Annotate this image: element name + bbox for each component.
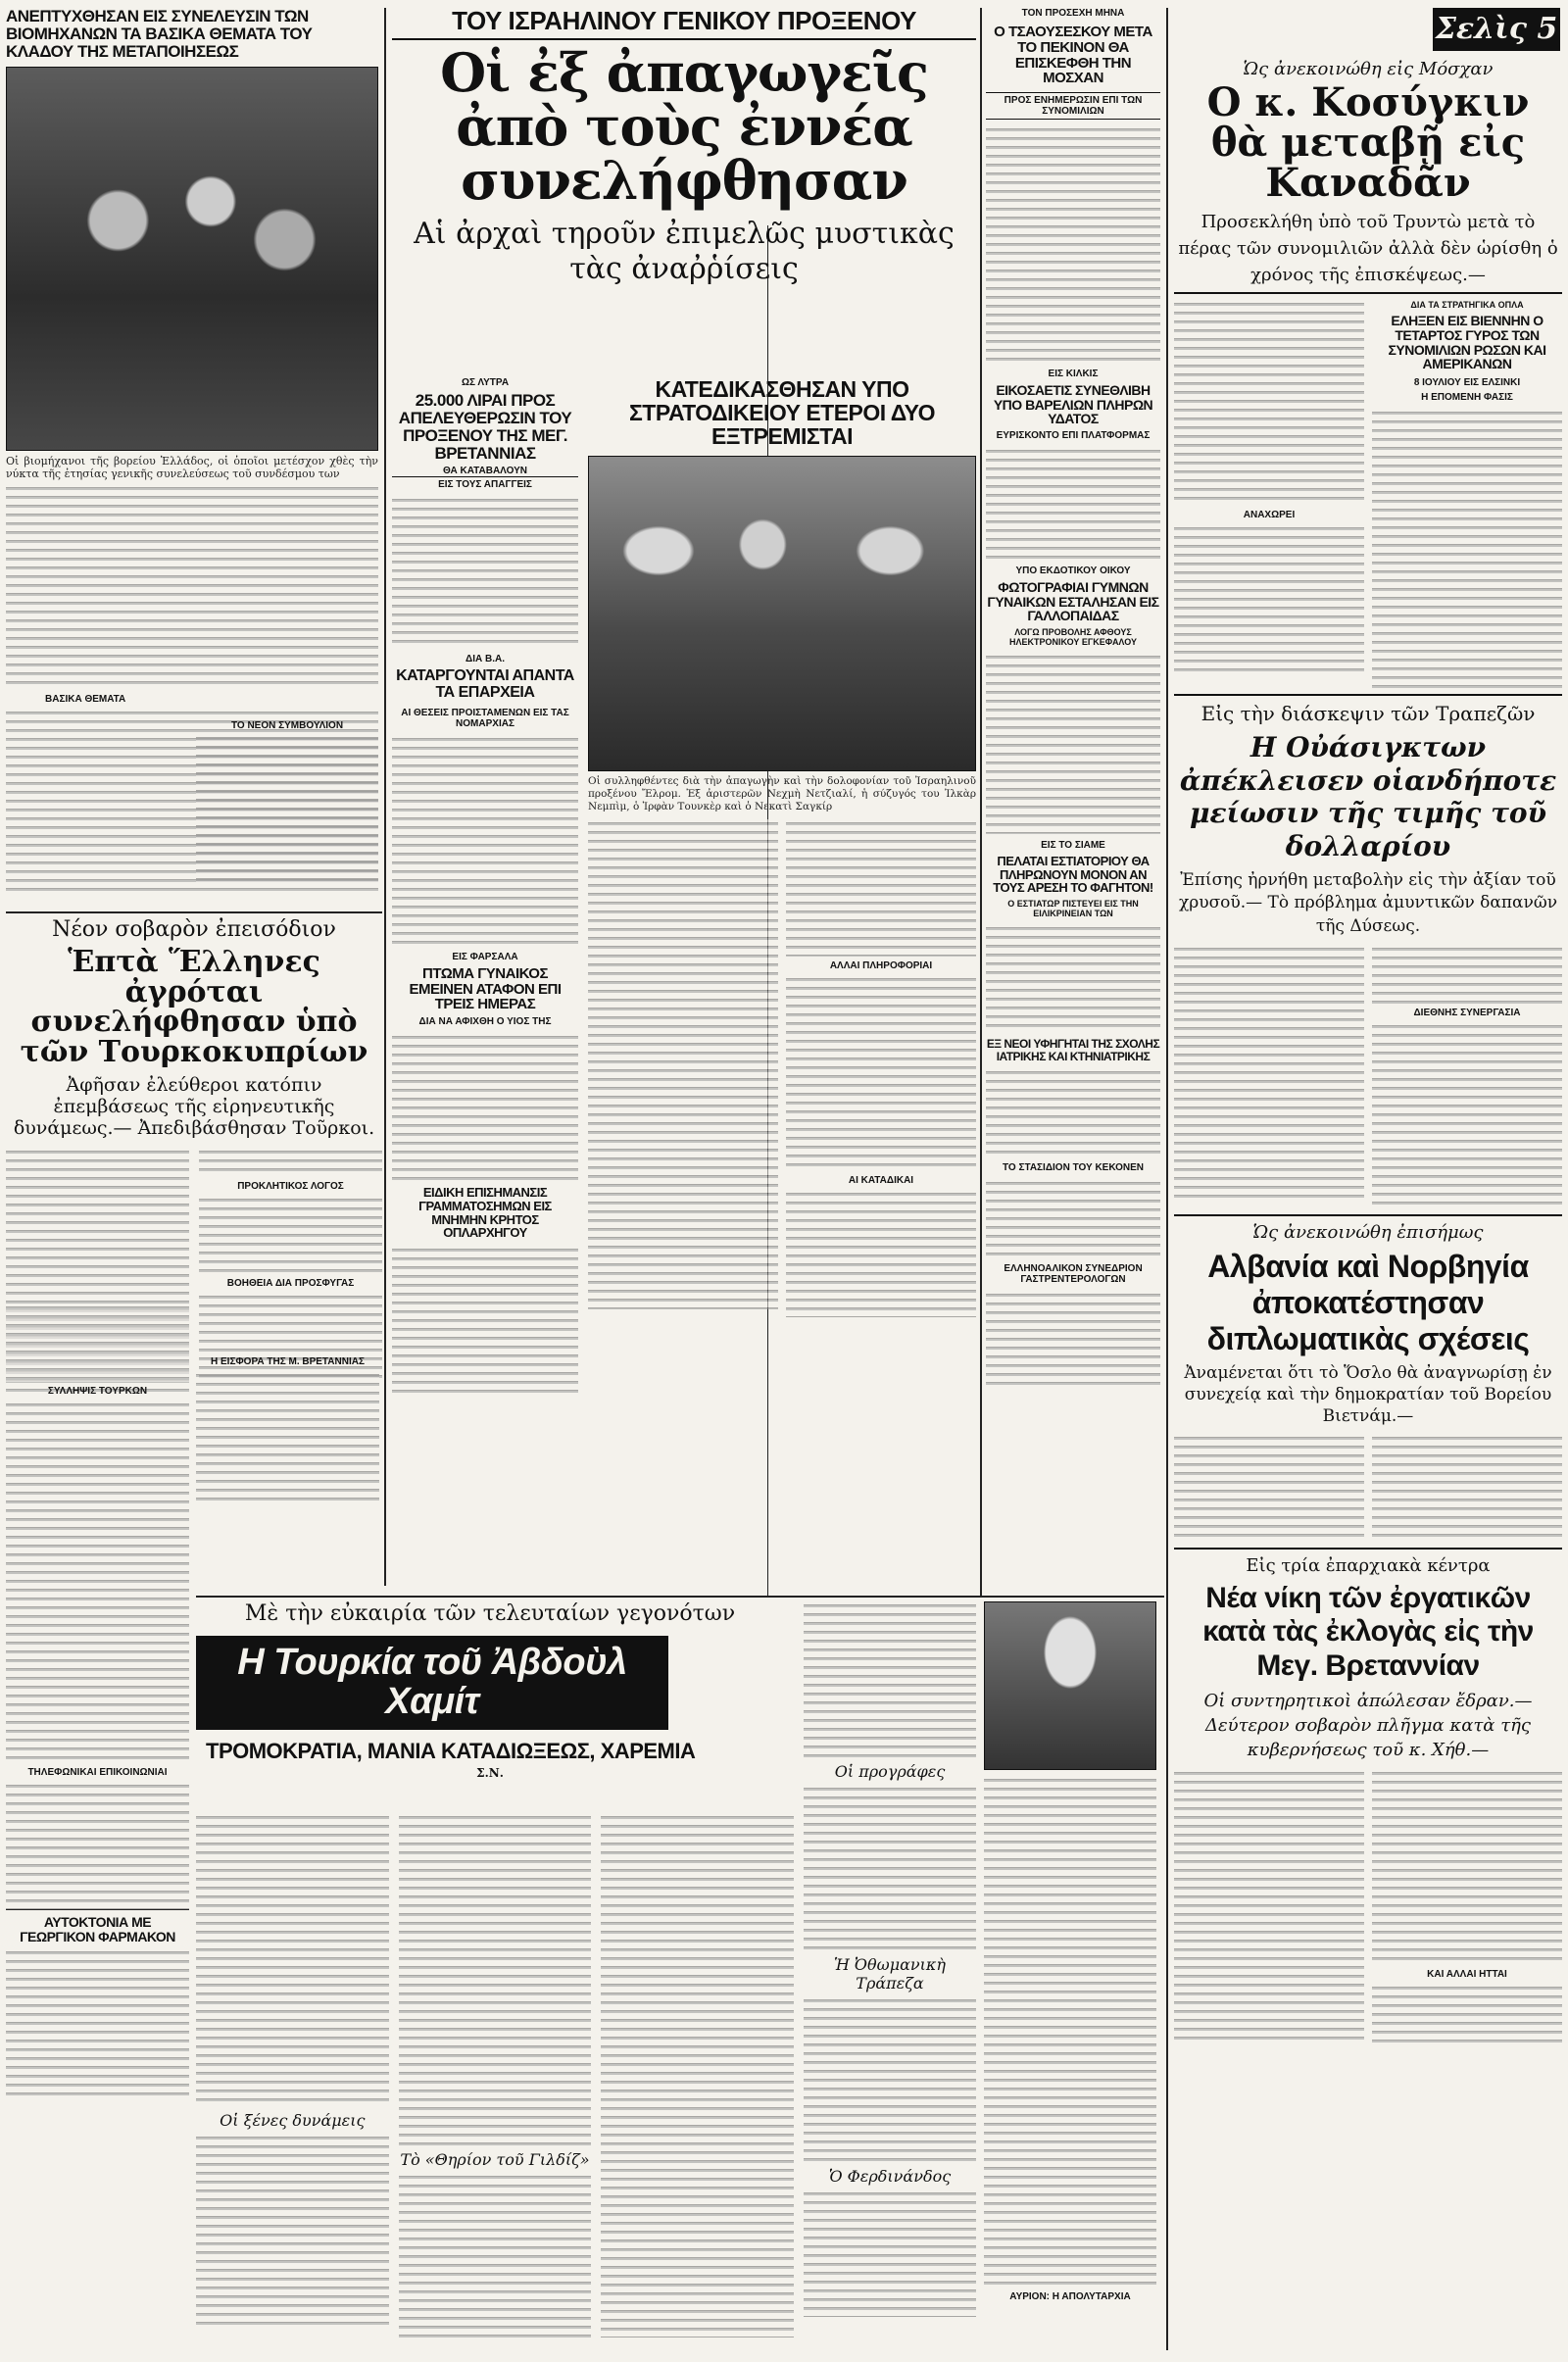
col1-subhead-new-council: ΤΟ ΝΕΟΝ ΣΥΜΒΟΥΛΙΟΝ xyxy=(230,720,344,731)
suspects-photo xyxy=(588,456,976,771)
subhead-anaxorei: ΑΝΑΧΩΡΕΙ xyxy=(1243,510,1296,521)
bd-sub: ΑΙ ΘΕΣΕΙΣ ΠΡΟΙΣΤΑΜΕΝΩΝ ΕΙΣ ΤΑΣ ΝΟΜΑΡΧΙΑΣ xyxy=(401,707,569,729)
siam-label: ΕΙΣ ΤΟ ΣΙΑΜΕ xyxy=(1041,840,1105,852)
subhead-refugee-aid: ΒΟΗΘΕΙΑ ΔΙΑ ΠΡΟΣΦΥΓΑΣ xyxy=(226,1277,355,1289)
kilkis-sub: ΕΥΡΙΣΚΟΝΤΟ ΕΠΙ ΠΛΑΤΦΟΡΜΑΣ xyxy=(996,430,1151,442)
suspects-photo-caption: Οἱ συλληφθέντες διὰ τὴν ἀπαγωγὴν καὶ τὴν δολοφονίαν τοῦ Ἰσραηλινοῦ προξένου Ἔλρομ. Ἐξ ἀριστερῶν Νεχμὴ Νετζιαλί, ἡ σύζυγός του Ἰλκὰρ Νεμπὶμ, ὁ Ἰρφὰν Τουνκὲρ καὶ ὁ Νεκατὶ Σαγκίρ xyxy=(588,775,976,813)
feature-top-right xyxy=(804,1601,1156,2317)
salt-sub: 8 ΙΟΥΛΙΟΥ ΕΙΣ ΕΛΣΙΝΚΙ xyxy=(1413,377,1521,389)
ceausescu-kicker: ΤΟΝ ΠΡΟΣΕΧΗ ΜΗΝΑ xyxy=(1021,8,1125,19)
ransom-title: 25.000 ΛΙΡΑΙ ΠΡΟΣ ΑΠΕΛΕΥΘΕΡΩΣΙΝ ΤΟΥ ΠΡΟΞΕΝΟΥ ΤΗΣ ΜΕΓ. ΒΡΕΤΑΝΝΙΑΣ xyxy=(398,391,572,463)
feature-rule xyxy=(196,1596,1164,1598)
col1-headline: ΑΝΕΠΤΥΧΘΗΣΑΝ ΕΙΣ ΣΥΝΕΛΕΥΣΙΝ ΤΩΝ ΒΙΟΜΗΧΑΝΩΝ ΤΑ ΒΑΣΙΚΑ ΘΕΜΑΤΑ ΤΟΥ ΚΛΑΔΟΥ ΤΗΣ ΜΕΤΑΠΟΙΗΣΕΩΣ xyxy=(6,7,313,61)
section-tab: Σελὶς 5 xyxy=(1433,8,1560,51)
uk-headline: Νέα νίκη τῶν ἐργατικῶν κατὰ τὰς ἐκλογὰς εἰς τὴν Μεγ. Βρεταννίαν xyxy=(1202,1581,1534,1682)
subhead-arrest-turks: ΣΥΛΛΗΨΙΣ ΤΟΥΡΚΩΝ xyxy=(47,1386,148,1397)
israel-top-headline: ΤΟΥ ΙΣΡΑΗΛΙΝΟΥ ΓΕΝΙΚΟΥ ΠΡΟΞΕΝΟΥ xyxy=(392,8,976,40)
feature-section-bank: Ἡ Ὀθωμανικὴ Τράπεζα xyxy=(833,1955,947,1993)
abdul-hamid-photo xyxy=(984,1601,1156,1770)
uk-kicker: Εἰς τρία ἐπαρχιακὰ κέντρα xyxy=(1246,1554,1491,1576)
israel-sub-headline: Αἱ ἀρχαὶ τηροῦν ἐπιμελῶς μυστικὰς τὰς ἀναῤῥίσεις xyxy=(414,216,955,286)
subhead-other-defeats: ΚΑΙ ΑΛΛΑΙ ΗΤΤΑΙ xyxy=(1427,1968,1507,1980)
israel-article xyxy=(392,8,976,287)
siam-sub: Ο ΕΣΤΙΑΤΩΡ ΠΙΣΤΕΥΕΙ ΕΙΣ ΤΗΝ ΕΙΛΙΚΡΙΝΕΙΑΝ ΤΩΝ xyxy=(1007,899,1139,919)
crete-title: ΕΙΔΙΚΗ ΕΠΙΣΗΜΑΝΣΙΣ ΓΡΑΜΜΑΤΟΣΗΜΩΝ ΕΙΣ ΜΝΗΜΗΝ ΚΡΗΤΟΣ ΟΠΛΑΡΧΗΓΟΥ xyxy=(418,1185,552,1241)
kilkis-label: ΕΙΣ ΚΙΛΚΙΣ xyxy=(1048,369,1099,379)
divider xyxy=(6,1909,189,1910)
column-4 xyxy=(986,8,1160,1389)
farsala-label: ΕΙΣ ΦΑΡΣΑΛΑ xyxy=(452,951,518,962)
paris-title: ΦΩΤΟΓΡΑΦΙΑΙ ΓΥΜΝΩΝ ΓΥΝΑΙΚΩΝ ΕΣΤΑΛΗΣΑΝ ΕΙΣ ΓΑΛΛΟΠΑΙΔΑΣ xyxy=(987,579,1159,624)
ceausescu-title: Ο ΤΣΑΟΥΣΕΣΚΟΥ ΜΕΤΑ ΤΟ ΠΕΚΙΝΟΝ ΘΑ ΕΠΙΣΚΕΦΘΗ ΤΗΝ ΜΟΣΧΑΝ xyxy=(994,24,1152,87)
subhead-intl-coop: ΔΙΕΘΝΗΣ ΣΥΝΕΡΓΑΣΙΑ xyxy=(1413,1007,1521,1018)
ransom-sub: ΘΑ ΚΑΤΑΒΑΛΟΥΝ xyxy=(392,466,578,477)
column-5 xyxy=(1174,59,1562,2043)
farsala-title: ΠΤΩΜΑ ΓΥΝΑΙΚΟΣ ΕΜΕΙΝΕΝ ΑΤΑΦΟΝ ΕΠΙ ΤΡΕΙΣ ΗΜΕΡΑΣ xyxy=(409,964,562,1013)
albania-sub: Ἀναμένεται ὅτι τὸ Ὅσλο θὰ ἀναγνωρίσῃ ἐν συνεχείᾳ καὶ τὴν δημοκρατίαν τοῦ Βορείου Βιετνάμ.— xyxy=(1184,1363,1552,1427)
ransom-kicker: ΩΣ ΛΥΤΡΑ xyxy=(461,377,510,388)
subhead-other-info: ΑΛΛΑΙ ΠΛΗΡΟΦΟΡΙΑΙ xyxy=(829,960,933,972)
cyprus-right-continued xyxy=(196,1353,379,1503)
cyprus-kicker: Νέον σοβαρὸν ἐπεισόδιον xyxy=(52,917,336,942)
ransom-box xyxy=(392,377,578,1393)
farsala-sub: ΔΙΑ ΝΑ ΑΦΙΧΘΗ Ο ΥΙΟΣ ΤΗΣ xyxy=(418,1016,552,1028)
med-title: ΕΞ ΝΕΟΙ ΥΦΗΓΗΤΑΙ ΤΗΣ ΣΧΟΛΗΣ ΙΑΤΡΙΚΗΣ ΚΑΙ ΚΤΗΝΙΑΤΡΙΚΗΣ xyxy=(986,1037,1160,1063)
debt-title: ΤΟ ΣΤΑΣΙΔΙΟΝ ΤΟΥ ΚΕΚΟΝΕΝ xyxy=(1002,1162,1145,1174)
industrialists-photo xyxy=(6,67,378,451)
bd-title: ΚΑΤΑΡΓΟΥΝΤΑΙ ΑΠΑΝΤΑ ΤΑ ΕΠΑΡΧΕΙΑ xyxy=(396,667,574,702)
feature-section-throne: Τὸ «Θηρίον τοῦ Γιλδίζ» xyxy=(400,2150,590,2169)
col1-subhead-basic: ΒΑΣΙΚΑ ΘΕΜΑΤΑ xyxy=(45,693,126,705)
feature-subtitle: ΤΡΟΜΟΚΡΑΤΙΑ, ΜΑΝΙΑ ΚΑΤΑΔΙΩΞΕΩΣ, ΧΑΡΕΜΙΑ xyxy=(206,1738,696,1763)
column-rule xyxy=(384,8,386,1586)
kosygin-headline: Ο κ. Κοσύγκιν θὰ μεταβῇ εἰς Καναδᾶν xyxy=(1206,79,1530,206)
feature-section-pronoia: Οἱ προγράφες xyxy=(834,1762,946,1781)
subhead-telephone: ΤΗΛΕΦΩΝΙΚΑΙ ΕΠΙΚΟΙΝΩΝΙΑΙ xyxy=(27,1767,168,1778)
cyprus-headline: Ἑπτὰ Ἕλληνες ἀγρόται συνελήφθησαν ὑπὸ τῶν Τουρκοκυπρίων xyxy=(20,945,368,1069)
kosygin-kicker: Ὡς ἀνεκοινώθη εἰς Μόσχαν xyxy=(1243,59,1494,79)
col1-body-text xyxy=(6,484,378,690)
column-rule xyxy=(1166,8,1168,2350)
salt-title: ΕΛΗΞΕΝ ΕΙΣ ΒΙΕΝΝΗΝ Ο ΤΕΤΑΡΤΟΣ ΓΥΡΟΣ ΤΩΝ ΣΥΝΟΜΙΛΙΩΝ ΡΩΣΩΝ ΚΑΙ ΑΜΕΡΙΚΑΝΩΝ xyxy=(1388,313,1546,372)
dollar-kicker: Εἰς τὴν διάσκεψιν τῶν Τραπεζῶν xyxy=(1200,702,1536,726)
gastro-title: ΕΛΛΗΝΟΑΛΙΚΟΝ ΣΥΝΕΔΡΙΟΝ ΓΑΣΤΡΕΝΤΕΡΟΛΟΓΩΝ xyxy=(1004,1263,1143,1286)
israel-main-headline: Οἱ ἐξ ἀπαγωγεῖς ἀπὸ τοὺς ἐννέα συνελήφθησαν xyxy=(440,41,928,213)
dollar-headline: Η Οὐάσιγκτων ἀπέκλεισεν οἱανδήποτε μείωσιν τῆς τιμῆς τοῦ δολλαρίου xyxy=(1179,731,1557,862)
section-rule xyxy=(6,911,382,913)
dollar-sub: Ἐπίσης ἠρνήθη μεταβολὴν εἰς τὴν ἀξίαν τοῦ χρυσοῦ.— Τὸ πρόβλημα ἀμυντικῶν δαπανῶν τῆς Δύσεως. xyxy=(1178,869,1558,937)
cyprus-left-continued xyxy=(6,1304,189,2095)
suicide-headline: ΑΥΤΟΚΤΟΝΙΑ ΜΕ ΓΕΩΡΓΙΚΟΝ ΦΑΡΜΑΚΟΝ xyxy=(20,1914,175,1944)
subhead-sentences: ΑΙ ΚΑΤΑΔΙΚΑΙ xyxy=(848,1175,914,1187)
feature-header xyxy=(196,1601,784,1780)
albania-kicker: Ὡς ἀνεκοινώθη ἐπισήμως xyxy=(1252,1221,1484,1243)
feature-continued: ΑΥΡΙΟΝ: Η ΑΠΟΛΥΤΑΡΧΙΑ xyxy=(1009,2291,1131,2302)
uk-sub: Οἱ συντηρητικοὶ ἀπώλεσαν ἔδραν.— Δεύτερον σοβαρὸν πλῆγμα κατὰ τῆς κυβερνήσεως τοῦ κ. Χήθ.— xyxy=(1203,1691,1533,1761)
feature-section-forces: Οἱ ξένες δυνάμεις xyxy=(220,2111,366,2130)
col1-right-body xyxy=(196,720,378,886)
column-rule xyxy=(980,8,982,1596)
paris-label: ΥΠΟ ΕΚΔΟΤΙΚΟΥ ΟΙΚΟΥ xyxy=(1015,566,1131,577)
feature-body xyxy=(196,1813,794,2339)
extremists-article xyxy=(588,377,976,1317)
feature-section-ferdinand: Ὁ Φερδινάνδος xyxy=(828,2167,952,2186)
salt-sub2: Η ΕΠΟΜΕΝΗ ΦΑΣΙΣ xyxy=(1421,392,1513,404)
albania-headline: Αλβανία καὶ Νορβηγία ἀποκατέστησαν διπλωματικὰς σχέσεις xyxy=(1206,1248,1530,1356)
feature-title: Η Τουρκία τοῦ Ἀβδοὺλ Χαμίτ xyxy=(196,1636,668,1730)
kosygin-sub: Προσεκλήθη ὑπὸ τοῦ Τρυντὼ μετὰ τὸ πέρας τῶν συνομιλιῶν ἀλλὰ δὲν ὡρίσθη ὁ χρόνος τῆς ἐπισκέψεως.— xyxy=(1174,209,1562,294)
subhead-uk-contribution: Η ΕΙΣΦΟΡΑ ΤΗΣ Μ. ΒΡΕΤΑΝΝΙΑΣ xyxy=(211,1356,365,1367)
ceausescu-sub: ΠΡΟΣ ΕΝΗΜΕΡΩΣΙΝ ΕΠΙ ΤΩΝ ΣΥΝΟΜΙΛΙΩΝ xyxy=(986,92,1160,120)
ransom-sub2: ΕΙΣ ΤΟΥΣ ΑΠΑΓΓΕΙΣ xyxy=(438,479,532,491)
feature-byline: Σ.Ν. xyxy=(476,1765,504,1780)
bd-label: ΔΙΑ Β.Α. xyxy=(466,654,505,665)
paris-sub: ΛΟΓΩ ΠΡΟΒΟΛΗΣ ΑΦΘΟΥΣ ΗΛΕΚΤΡΟΝΙΚΟΥ ΕΓΚΕΦΑΛΟΥ xyxy=(1009,627,1137,648)
kilkis-title: ΕΙΚΟΣΑΕΤΙΣ ΣΥΝΕΘΛΙΒΗ ΥΠΟ ΒΑΡΕΛΙΩΝ ΠΛΗΡΩΝ ΥΔΑΤΟΣ xyxy=(993,382,1153,427)
subhead-provocative: ΠΡΟΚΛΗΤΙΚΟΣ ΛΟΓΟΣ xyxy=(237,1180,344,1192)
salt-label: ΔΙΑ ΤΑ ΣΤΡΑΤΗΓΙΚΑ ΟΠΛΑ xyxy=(1410,300,1524,311)
siam-title: ΠΕΛΑΤΑΙ ΕΣΤΙΑΤΟΡΙΟΥ ΘΑ ΠΛΗΡΩΝΟΥΝ ΜΟΝΟΝ ΑΝ ΤΟΥΣ ΑΡΕΣΗ ΤΟ ΦΑΓΗΤΟΝ! xyxy=(993,854,1153,896)
feature-kicker: Μὲ τὴν εὐκαιρία τῶν τελευταίων γεγονότων xyxy=(244,1601,736,1626)
col1-photo-caption: Οἱ βιομήχανοι τῆς βορείου Ἑλλάδος, οἱ ὁποῖοι μετέσχον χθὲς τὴν νύκτα τῆς ἐτησίας γενικῆς συνελεύσεως τοῦ συνδέσμου των xyxy=(6,454,378,480)
extremists-headline: ΚΑΤΕΔΙΚΑΣΘΗΣΑΝ ΥΠΟ ΣΤΡΑΤΟΔΙΚΕΙΟΥ ΕΤΕΡΟΙ ΔΥΟ ΕΞΤΡΕΜΙΣΤΑΙ xyxy=(628,376,936,450)
cyprus-subheadline: Ἀφῆσαν ἐλεύθεροι κατόπιν ἐπεμβάσεως τῆς εἰρηνευτικῆς δυνάμεως.— Ἀπεδιβάσθησαν Τοῦρκοι. xyxy=(13,1074,375,1140)
